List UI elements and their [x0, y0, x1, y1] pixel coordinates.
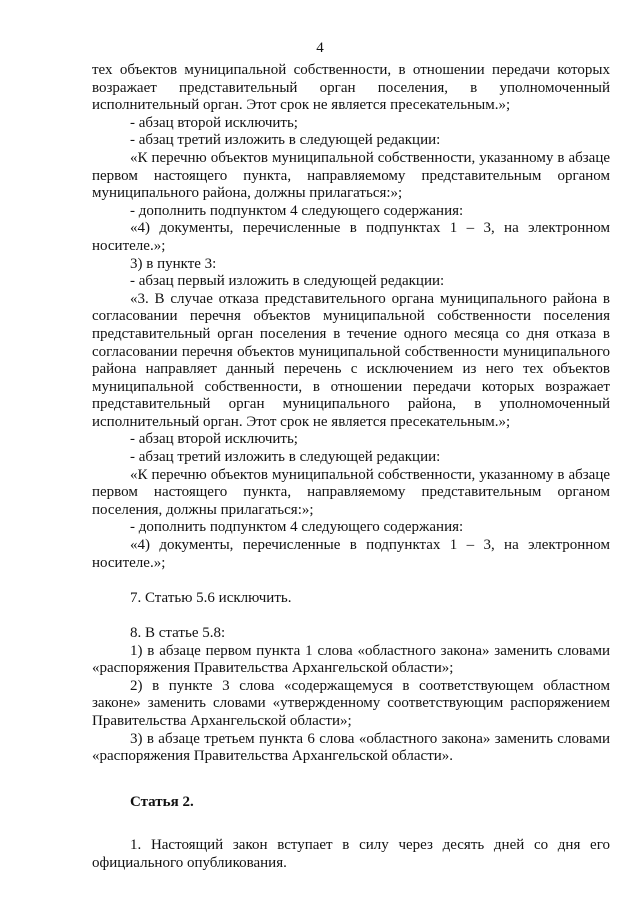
paragraph: «К перечню объектов муниципальной собственности, указанному в абзаце первом настоящего пункта, направляемому представительным органом поселения, должны прилагаться:»;	[92, 466, 610, 518]
paragraph: - дополнить подпунктом 4 следующего содержания:	[130, 202, 464, 219]
paragraph: - абзац второй исключить;	[130, 114, 298, 131]
paragraph: 8. В статье 5.8:	[130, 625, 226, 641]
paragraph: - абзац второй исключить;	[130, 431, 298, 448]
paragraph: - абзац третий изложить в следующей редакции:	[130, 449, 441, 466]
document-body	[92, 62, 610, 873]
paragraph: 2) в пункте 3 слова «содержащемуся в соответствующем областном законе» заменить словами «утвержденному соответствующим распоряжением Правительства Архангельской области»;	[92, 677, 610, 729]
paragraph: - дополнить подпунктом 4 следующего содержания:	[130, 519, 464, 536]
paragraph: тех объектов муниципальной собственности, в отношении передачи которых возражает представительный орган поселения, в уполномоченный исполнительный орган. Этот срок не является пресекательным.»;	[92, 62, 610, 114]
paragraph: «3. В случае отказа представительного органа муниципального района в согласовании перечня объектов муниципальной собственности поселения представительный орган поселения в течение одного месяца со дня отказа в согласовании перечня объектов муниципальной собственности муниципального района направляет данный перечень с исключением из него тех объектов муниципальной собственности, в отношении передачи которых возражает представительный орган муниципального района, в уполномоченный исполнительный орган. Этот срок не является пресекательным.»;	[92, 290, 610, 430]
paragraph: 3) в абзаце третьем пункта 6 слова «областного закона» заменить словами «распоряжения Правительства Архангельской области».	[92, 730, 610, 765]
paragraph: - абзац третий изложить в следующей редакции:	[130, 132, 441, 149]
paragraph: - абзац первый изложить в следующей редакции:	[130, 273, 445, 290]
paragraph: 7. Статью 5.6 исключить.	[130, 589, 292, 606]
paragraph: 1. Настоящий закон вступает в силу через десять дней со дня его официального опубликования.	[92, 837, 610, 871]
paragraph: 1) в абзаце первом пункта 1 слова «областного закона» заменить словами «распоряжения Правительства Архангельской области»;	[92, 642, 610, 677]
paragraph: «4) документы, перечисленные в подпунктах 1 – 3, на электронном носителе.»;	[92, 220, 610, 254]
paragraph: «4) документы, перечисленные в подпунктах 1 – 3, на электронном носителе.»;	[92, 537, 610, 571]
page-number: 4	[316, 40, 324, 56]
article-heading: Статья 2.	[130, 793, 194, 810]
paragraph: 3) в пункте 3:	[130, 255, 217, 272]
paragraph: «К перечню объектов муниципальной собственности, указанному в абзаце первом настоящего пункта, направляемому представительным органом муниципального района, должны прилагаться:»;	[92, 149, 610, 202]
